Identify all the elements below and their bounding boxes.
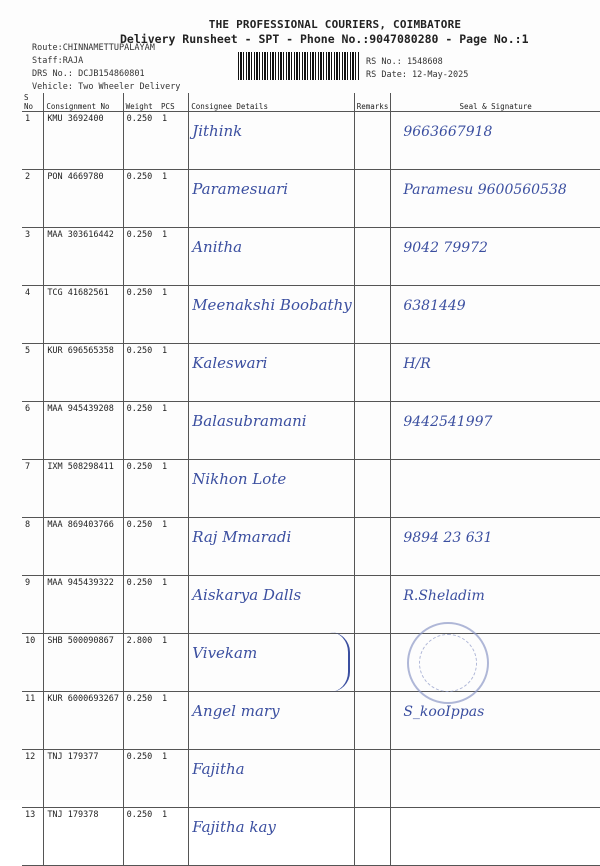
handwritten-consignee-name: Balasubramani <box>192 412 307 430</box>
row-pcs: 1 <box>159 460 189 518</box>
row-consignment-no: MAA 303616442 <box>44 228 123 286</box>
row-consignee <box>189 692 355 750</box>
row-seal-signature <box>391 576 600 634</box>
vehicle-line <box>32 82 180 92</box>
row-pcs: 1 <box>159 228 189 286</box>
vehicle-value: Two Wheeler Delivery <box>78 82 181 92</box>
row-weight: 0.250 <box>123 750 159 808</box>
row-weight: 0.250 <box>123 286 159 344</box>
row-sno: 9 <box>22 576 44 634</box>
row-remarks <box>354 286 391 344</box>
row-pcs: 1 <box>159 402 189 460</box>
table-row <box>22 228 600 286</box>
row-remarks <box>354 402 391 460</box>
row-consignment-no: PON 4669780 <box>44 170 123 228</box>
company-seal-stamp <box>407 622 489 704</box>
handwritten-consignee-name: Kaleswari <box>192 354 268 372</box>
row-consignee <box>189 402 355 460</box>
row-remarks <box>354 808 391 866</box>
row-sno: 6 <box>22 402 44 460</box>
row-consignee <box>189 286 355 344</box>
row-consignee <box>189 228 355 286</box>
table-header-row <box>22 93 600 112</box>
row-consignee <box>189 576 355 634</box>
row-consignment-no: MAA 945439208 <box>44 402 123 460</box>
table-row <box>22 808 600 866</box>
row-pcs: 1 <box>159 634 189 692</box>
col-weight: Weight <box>123 93 159 112</box>
row-remarks <box>354 344 391 402</box>
row-remarks <box>354 634 391 692</box>
drs-line <box>32 69 145 79</box>
row-pcs: 1 <box>159 112 189 170</box>
staff-line <box>32 56 83 66</box>
row-remarks <box>354 460 391 518</box>
handwritten-signature: S_kooIppas <box>403 704 485 720</box>
handwritten-signature: 9663667918 <box>403 124 493 140</box>
handwritten-consignee-name: Raj Mmaradi <box>192 528 292 546</box>
row-consignment-no: KUR 6000693267 <box>44 692 123 750</box>
row-consignee <box>189 518 355 576</box>
handwritten-consignee-name: Aiskarya Dalls <box>192 586 302 604</box>
row-consignee <box>189 112 355 170</box>
row-remarks <box>354 228 391 286</box>
row-sno: 13 <box>22 808 44 866</box>
row-seal-signature <box>391 460 600 518</box>
table-row <box>22 460 600 518</box>
rs-number: RS No.: 1548608 <box>366 57 443 67</box>
row-sno: 11 <box>22 692 44 750</box>
row-seal-signature <box>391 750 600 808</box>
row-seal-signature <box>391 518 600 576</box>
table-row <box>22 112 600 170</box>
row-pcs: 1 <box>159 344 189 402</box>
row-pcs: 1 <box>159 286 189 344</box>
col-pcs: PCS <box>159 93 189 112</box>
handwritten-consignee-name: Vivekam <box>192 644 258 662</box>
runsheet-table <box>22 93 600 866</box>
handwritten-consignee-name: Fajitha kay <box>192 818 276 836</box>
row-seal-signature <box>391 112 600 170</box>
row-consignment-no: KMU 3692400 <box>44 112 123 170</box>
row-consignment-no: SHB 500090867 <box>44 634 123 692</box>
handwritten-signature: 9042 79972 <box>403 240 488 256</box>
handwritten-signature: R.Sheladim <box>403 588 485 604</box>
row-weight: 0.250 <box>123 112 159 170</box>
row-consignment-no: TNJ 179378 <box>44 808 123 866</box>
row-weight: 0.250 <box>123 692 159 750</box>
row-weight: 0.250 <box>123 402 159 460</box>
row-consignment-no: MAA 945439322 <box>44 576 123 634</box>
row-pcs: 1 <box>159 692 189 750</box>
row-sno: 5 <box>22 344 44 402</box>
row-sno: 4 <box>22 286 44 344</box>
table-row <box>22 518 600 576</box>
handwritten-signature: Paramesu 9600560538 <box>403 182 567 198</box>
row-consignment-no: KUR 696565358 <box>44 344 123 402</box>
drs-value: DCJB154860801 <box>78 69 145 79</box>
handwritten-signature: 6381449 <box>403 298 466 314</box>
table-row <box>22 750 600 808</box>
table-row <box>22 170 600 228</box>
row-sno: 8 <box>22 518 44 576</box>
col-remarks: Remarks <box>354 93 391 112</box>
runsheet-subtitle: Delivery Runsheet - SPT - Phone No.:9047080280 - Page No.:1 <box>120 32 529 46</box>
row-remarks <box>354 692 391 750</box>
row-pcs: 1 <box>159 170 189 228</box>
row-remarks <box>354 750 391 808</box>
row-consignee <box>189 808 355 866</box>
handwritten-consignee-name: Nikhon Lote <box>192 470 287 488</box>
row-pcs: 1 <box>159 576 189 634</box>
row-weight: 0.250 <box>123 228 159 286</box>
row-consignee <box>189 344 355 402</box>
row-weight: 0.250 <box>123 576 159 634</box>
row-sno: 7 <box>22 460 44 518</box>
handwritten-consignee-name: Meenakshi Boobathy <box>192 296 352 314</box>
table-row <box>22 634 600 692</box>
row-seal-signature <box>391 286 600 344</box>
row-seal-signature <box>391 692 600 750</box>
handwritten-consignee-name: Fajitha <box>192 760 245 778</box>
row-weight: 0.250 <box>123 344 159 402</box>
row-pcs: 1 <box>159 518 189 576</box>
staff-value: RAJA <box>62 56 84 66</box>
row-consignee <box>189 750 355 808</box>
handwritten-consignee-name: Paramesuari <box>192 180 289 198</box>
row-seal-signature <box>391 344 600 402</box>
handwritten-consignee-name: Anitha <box>192 238 243 256</box>
route-value: CHINNAMETTUPALAYAM <box>62 43 155 53</box>
row-sno: 2 <box>22 170 44 228</box>
row-sno: 3 <box>22 228 44 286</box>
col-seal: Seal & Signature <box>391 93 600 112</box>
row-seal-signature <box>391 402 600 460</box>
row-pcs: 1 <box>159 750 189 808</box>
table-row <box>22 576 600 634</box>
handwritten-consignee-name: Angel mary <box>192 702 280 720</box>
handwritten-signature: 9894 23 631 <box>403 530 493 546</box>
row-remarks <box>354 170 391 228</box>
row-weight: 0.250 <box>123 460 159 518</box>
row-weight: 0.250 <box>123 808 159 866</box>
row-weight: 2.800 <box>123 634 159 692</box>
col-consignee: Consignee Details <box>189 93 355 112</box>
handwritten-signature: 9442541997 <box>403 414 493 430</box>
row-sno: 10 <box>22 634 44 692</box>
row-sno: 12 <box>22 750 44 808</box>
row-sno: 1 <box>22 112 44 170</box>
row-seal-signature <box>391 228 600 286</box>
route-line <box>32 43 155 53</box>
route-label: Route: <box>32 43 63 53</box>
vehicle-label: Vehicle: <box>32 82 73 92</box>
barcode <box>238 52 360 80</box>
row-pcs: 1 <box>159 808 189 866</box>
table-row <box>22 692 600 750</box>
row-seal-signature <box>391 808 600 866</box>
row-weight: 0.250 <box>123 170 159 228</box>
row-consignment-no: TNJ 179377 <box>44 750 123 808</box>
row-consignment-no: TCG 41682561 <box>44 286 123 344</box>
drs-label: DRS No.: <box>32 69 73 79</box>
row-remarks <box>354 576 391 634</box>
row-remarks <box>354 518 391 576</box>
handwritten-signature: H/R <box>403 356 431 372</box>
row-consignee <box>189 460 355 518</box>
col-sno: S No <box>22 93 44 112</box>
company-title: THE PROFESSIONAL COURIERS, COIMBATORE <box>208 18 462 31</box>
row-weight: 0.250 <box>123 518 159 576</box>
table-row <box>22 344 600 402</box>
row-remarks <box>354 112 391 170</box>
row-seal-signature <box>391 170 600 228</box>
staff-label: Staff: <box>32 56 63 66</box>
rs-date: RS Date: 12-May-2025 <box>366 70 469 80</box>
table-row <box>22 286 600 344</box>
row-consignment-no: MAA 869403766 <box>44 518 123 576</box>
col-consignment: Consignment No <box>44 93 123 112</box>
table-row <box>22 402 600 460</box>
row-consignment-no: IXM 508298411 <box>44 460 123 518</box>
row-consignee <box>189 170 355 228</box>
handwritten-consignee-name: Jithink <box>192 122 243 140</box>
